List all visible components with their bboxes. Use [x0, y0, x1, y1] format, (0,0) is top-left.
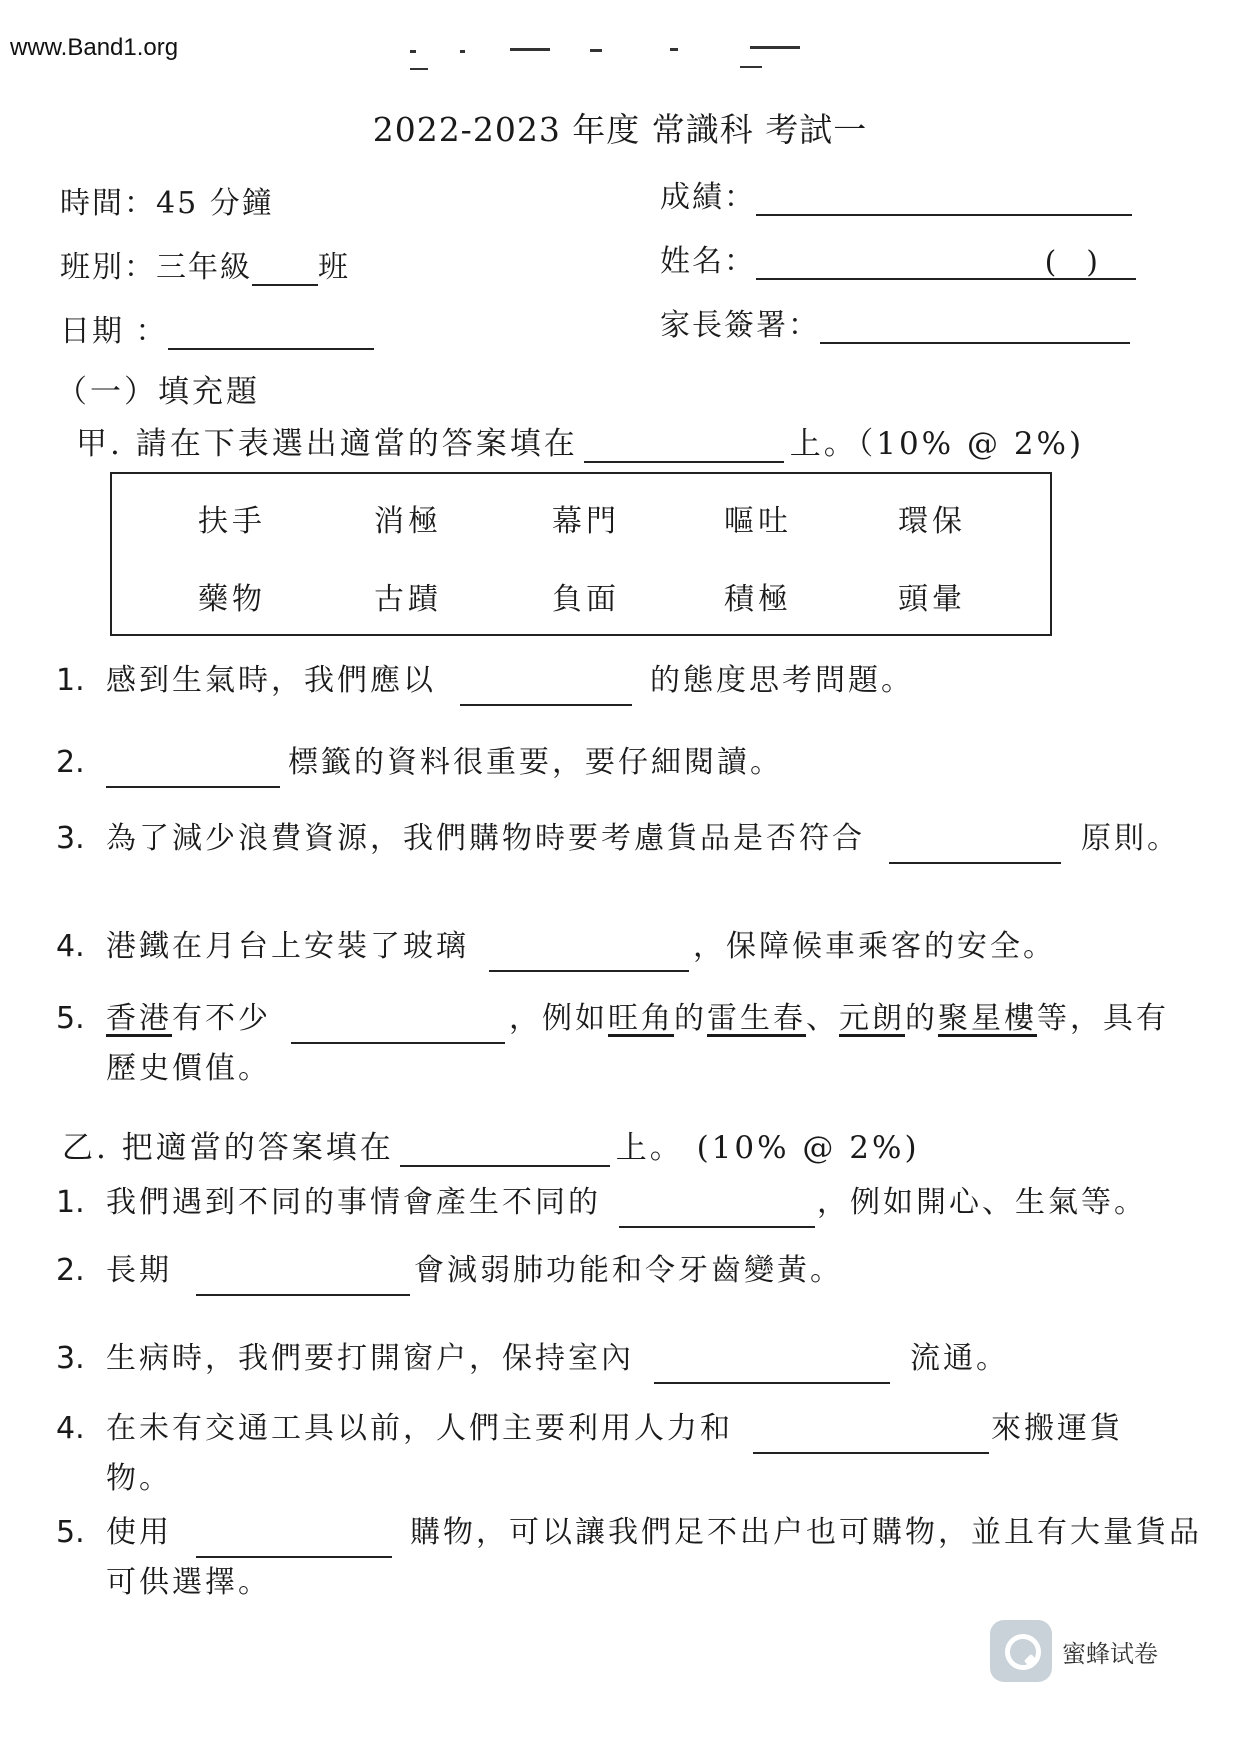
- question-text: 來搬運貨物。: [106, 1411, 1123, 1496]
- date-label: 日期 ：: [60, 314, 168, 349]
- name-label: 姓名：: [660, 244, 756, 279]
- answer-blank[interactable]: [753, 1422, 989, 1454]
- score-label: 成績：: [660, 180, 756, 215]
- answer-blank[interactable]: [460, 674, 632, 706]
- question-text: 標籤的資料很重要，要仔細閱讀。: [288, 745, 783, 780]
- name-blank[interactable]: [756, 247, 1136, 281]
- question-text: 長期: [106, 1253, 172, 1288]
- part-b-instruction: [62, 1122, 920, 1167]
- word-bank-item: 環保: [898, 504, 966, 539]
- score-field: [660, 172, 1132, 216]
- question-text: 我們遇到不同的事情會產生不同的: [106, 1185, 601, 1220]
- proper-noun-mong-kok: 旺角: [608, 1001, 674, 1036]
- word-bank-item: 幕門: [552, 504, 620, 539]
- word-bank-item: 古蹟: [374, 582, 442, 617]
- date-blank[interactable]: [168, 317, 374, 351]
- proper-noun-lui-seng-chun: 雷生春: [707, 1001, 806, 1036]
- question-b2: [56, 1246, 1186, 1296]
- question-b4: [56, 1404, 1186, 1504]
- question-text: 使用: [106, 1515, 172, 1550]
- question-text: 的態度思考問題。: [650, 663, 914, 698]
- parent-signature-field: [660, 300, 1130, 344]
- question-text: 、: [806, 1001, 839, 1036]
- score-blank[interactable]: [756, 183, 1132, 217]
- question-text: 原則。: [1081, 821, 1180, 856]
- question-a3: [56, 814, 1186, 914]
- question-text: 等，具有歷史價值。: [106, 1001, 1169, 1086]
- time-label: 時間：45 分鐘: [60, 186, 274, 221]
- question-text: 在未有交通工具以前，人們主要利用人力和: [106, 1411, 733, 1446]
- question-text: 的: [905, 1001, 938, 1036]
- question-text: 為了減少浪費資源，我們購物時要考慮貨品是否符合: [106, 821, 865, 856]
- answer-blank[interactable]: [654, 1352, 890, 1384]
- question-text: 購物，可以讓我們足不出户也可購物，並且有大量貨品可供選擇。: [106, 1515, 1202, 1600]
- instruction-blank-sample: [584, 428, 784, 463]
- question-text: ，例如開心、生氣等。: [817, 1185, 1147, 1220]
- question-text: 有不少: [172, 1001, 271, 1036]
- proper-noun-hong-kong: 香港: [106, 1001, 172, 1036]
- answer-blank[interactable]: [291, 1012, 505, 1044]
- answer-blank[interactable]: [196, 1526, 392, 1558]
- question-text: 感到生氣時，我們應以: [106, 663, 436, 698]
- answer-blank[interactable]: [106, 756, 280, 788]
- part-a-instruction-marks: 上。（10% @ 2%): [789, 426, 1085, 462]
- question-number: 2.: [56, 1253, 85, 1288]
- answer-blank[interactable]: [889, 832, 1061, 864]
- part-a-instruction: [76, 418, 1084, 463]
- part-b-instruction-marks: 上。 (10% @ 2%): [615, 1130, 920, 1166]
- class-blank[interactable]: [252, 253, 318, 287]
- question-number: 4.: [56, 1411, 85, 1446]
- exam-title: 2022-2023 年度 常識科 考試一: [372, 110, 868, 149]
- question-number: 3.: [56, 821, 85, 856]
- question-b5: [56, 1508, 1206, 1608]
- section-heading: （一）填充題: [56, 374, 260, 410]
- logo-text: 蜜蜂试卷: [1062, 1640, 1158, 1668]
- question-b1: [56, 1178, 1186, 1228]
- question-number: 4.: [56, 929, 85, 964]
- question-a5: [56, 994, 1186, 1094]
- word-bank-item: 頭暈: [898, 582, 966, 617]
- question-a1: [56, 656, 1186, 706]
- question-text: ，保障候車乘客的安全。: [693, 929, 1056, 964]
- question-text: 流通。: [910, 1341, 1009, 1376]
- question-text: 的: [674, 1001, 707, 1036]
- date-field: [60, 306, 374, 350]
- question-text: 會減弱肺功能和令牙齒變黃。: [414, 1253, 843, 1288]
- word-bank-item: 藥物: [198, 582, 266, 617]
- name-field: [660, 236, 1136, 280]
- class-number-paren: (): [1044, 245, 1128, 280]
- scan-specks: [410, 42, 810, 72]
- question-number: 5.: [56, 1515, 85, 1550]
- question-a2: [56, 738, 1186, 788]
- q-logo-icon: [990, 1620, 1052, 1682]
- class-field: [60, 242, 350, 286]
- word-bank-item: 嘔吐: [724, 504, 792, 539]
- parent-signature-blank[interactable]: [820, 311, 1130, 345]
- part-a-instruction-text: 甲. 請在下表選出適當的答案填在: [76, 426, 578, 462]
- question-number: 1.: [56, 663, 85, 698]
- class-label: 班別：三年級: [60, 250, 252, 285]
- question-a4: [56, 922, 1186, 972]
- word-bank-box: [110, 472, 1052, 636]
- question-text: 生病時，我們要打開窗户，保持室內: [106, 1341, 634, 1376]
- answer-blank[interactable]: [196, 1264, 410, 1296]
- question-b3: [56, 1334, 1186, 1384]
- word-bank-item: 負面: [552, 582, 620, 617]
- answer-blank[interactable]: [619, 1196, 815, 1228]
- question-number: 2.: [56, 745, 85, 780]
- proper-noun-yuen-long: 元朗: [839, 1001, 905, 1036]
- part-b-instruction-text: 乙. 把適當的答案填在: [62, 1130, 394, 1166]
- word-bank-item: 消極: [374, 504, 442, 539]
- instruction-blank-sample: [400, 1132, 610, 1167]
- word-bank-item: 積極: [724, 582, 792, 617]
- class-suffix: 班: [318, 250, 350, 285]
- question-number: 3.: [56, 1341, 85, 1376]
- question-number: 5.: [56, 1001, 85, 1036]
- question-text: ，例如: [509, 1001, 608, 1036]
- watermark-site: www.Band1.org: [10, 34, 179, 61]
- word-bank-item: 扶手: [198, 504, 266, 539]
- question-text: 港鐵在月台上安裝了玻璃: [106, 929, 469, 964]
- answer-blank[interactable]: [489, 940, 689, 972]
- proper-noun-tsui-sing-lau: 聚星樓: [938, 1001, 1037, 1036]
- question-number: 1.: [56, 1185, 85, 1220]
- parent-signature-label: 家長簽署：: [660, 308, 820, 343]
